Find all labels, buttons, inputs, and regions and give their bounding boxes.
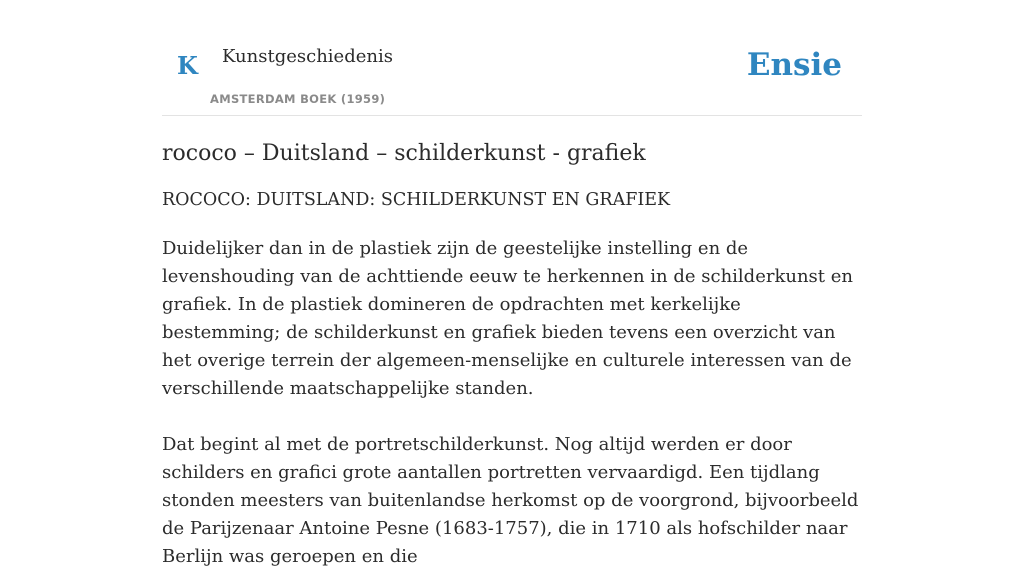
category-logo[interactable]: K xyxy=(177,51,198,80)
source-label: AMSTERDAM BOEK (1959) xyxy=(210,92,386,106)
article-subtitle: ROCOCO: DUITSLAND: SCHILDERKUNST EN GRAFIEK xyxy=(162,190,671,210)
site-header xyxy=(162,0,862,116)
brand-logo[interactable]: Ensie xyxy=(746,47,842,83)
article xyxy=(162,138,862,571)
article-paragraph: Dat begint al met de portretschilderkunst. Nog altijd werden er door schilders en grafici grote aantallen portretten vervaardigd. Een tijdlang stonden meesters van buitenlandse herkomst op de voorgrond, bijvoorbeeld de Parijzenaar Antoine Pesne (1683-1757), die in 1710 als hofschilder naar Berlijn was geroepen en die xyxy=(162,434,859,567)
article-title: rococo – Duitsland – schilderkunst - grafiek xyxy=(162,141,646,166)
article-paragraph: Duidelijker dan in de plastiek zijn de geestelijke instelling en de levenshouding van de achttiende eeuw te herkennen in de schilderkunst en grafiek. In de plastiek domineren de opdrachten met kerkelijke bestemming; de schilderkunst en grafiek bieden tevens een overzicht van het overige terrein der algemeen-menselijke en culturele interessen van de verschillende maatschappelijke standen. xyxy=(162,238,853,399)
category-link[interactable]: Kunstgeschiedenis xyxy=(222,46,393,67)
